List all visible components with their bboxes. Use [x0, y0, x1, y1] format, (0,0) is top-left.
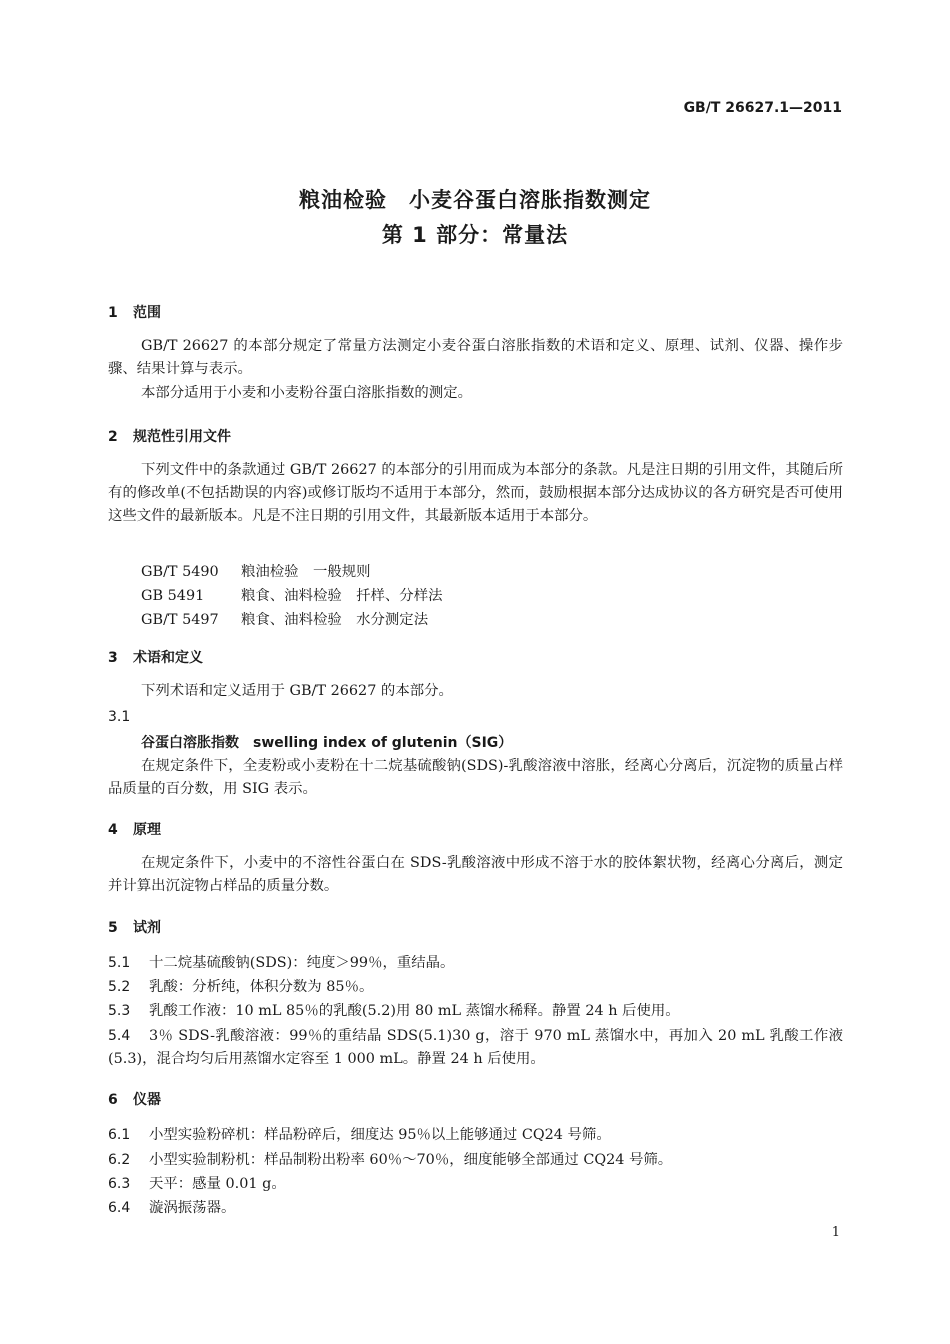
item-number: 6.4	[108, 1200, 131, 1216]
item-text: 小型实验粉碎机：样品粉碎后，细度达 95％以上能够通过 CQ24 号筛。	[149, 1127, 611, 1143]
list-item	[108, 1025, 843, 1071]
section-heading-3	[108, 647, 203, 667]
section-title: 术语和定义	[133, 650, 203, 666]
list-item	[108, 976, 843, 999]
item-number: 5.4	[108, 1028, 131, 1044]
item-number: 6.1	[108, 1127, 131, 1143]
section-heading-2	[108, 426, 231, 446]
section-heading-6	[108, 1089, 161, 1109]
term-entry	[141, 732, 512, 752]
reference-item	[141, 608, 428, 629]
document-title: 粮油检验 小麦谷蛋白溶胀指数测定	[299, 188, 651, 212]
section-heading-5	[108, 917, 161, 937]
section-heading-4	[108, 819, 161, 839]
list-item	[108, 1197, 843, 1220]
term-number: 3.1	[108, 709, 131, 725]
standard-number: GB/T 26627.1—2011	[683, 100, 842, 116]
reference-code: GB 5491	[141, 588, 205, 604]
section-title: 仪器	[133, 1092, 161, 1108]
paragraph: 本部分适用于小麦和小麦粉谷蛋白溶胀指数的测定。	[141, 385, 472, 401]
item-number: 5.3	[108, 1003, 131, 1019]
list-item	[108, 1124, 843, 1147]
section-number: 3	[108, 650, 118, 666]
item-text: 3％ SDS-乳酸溶液：99％的重结晶 SDS(5.1)30 g，溶于 970 mL 蒸馏水中，再加入 20 mL 乳酸工作液(5.3)，混合均匀后用蒸馏水定容至 1 000 mL。静置 24 h 后使用。	[108, 1028, 843, 1067]
reference-item	[141, 584, 442, 605]
item-number: 6.2	[108, 1152, 131, 1168]
paragraph: 在规定条件下，小麦中的不溶性谷蛋白在 SDS-乳酸溶液中形成不溶于水的胶体絮状物，经离心分离后，测定并计算出沉淀物占样品的质量分数。	[108, 855, 843, 894]
section-number: 2	[108, 429, 118, 445]
page-number: 1	[831, 1225, 840, 1240]
item-text: 小型实验制粉机：样品制粉出粉率 60％～70％，细度能够全部通过 CQ24 号筛。	[149, 1152, 673, 1168]
section-heading-1	[108, 302, 161, 322]
item-text: 十二烷基硫酸钠(SDS)：纯度＞99％，重结晶。	[149, 955, 455, 971]
term-english: swelling index of glutenin（SIG）	[253, 735, 513, 751]
reference-name: 粮食、油料检验 扦样、分样法	[241, 588, 443, 604]
section-number: 1	[108, 305, 118, 321]
term-definition: 在规定条件下，全麦粉或小麦粉在十二烷基硫酸钠(SDS)-乳酸溶液中溶胀，经离心分离后，沉淀物的质量占样品质量的百分数，用 SIG 表示。	[108, 758, 843, 797]
list-item	[108, 1000, 843, 1023]
section-title: 试剂	[133, 920, 161, 936]
item-number: 6.3	[108, 1176, 131, 1192]
list-item	[108, 1173, 843, 1196]
paragraph: 下列文件中的条款通过 GB/T 26627 的本部分的引用而成为本部分的条款。凡是注日期的引用文件，其随后所有的修改单(不包括勘误的内容)或修订版均不适用于本部分，然而，鼓励根据本部分达成协议的各方研究是否可使用这些文件的最新版本。凡是不注日期的引用文件，其最新版本适用于本部分。	[108, 462, 843, 524]
reference-name: 粮油检验 一般规则	[241, 564, 371, 580]
list-item	[108, 952, 843, 975]
reference-name: 粮食、油料检验 水分测定法	[241, 612, 429, 628]
section-title: 范围	[133, 305, 161, 321]
document-subtitle: 第 1 部分：常量法	[381, 223, 569, 247]
section-number: 6	[108, 1092, 118, 1108]
term-chinese: 谷蛋白溶胀指数	[141, 735, 239, 751]
item-number: 5.1	[108, 955, 131, 971]
paragraph: GB/T 26627 的本部分规定了常量方法测定小麦谷蛋白溶胀指数的术语和定义、原理、试剂、仪器、操作步骤、结果计算与表示。	[108, 338, 843, 377]
reference-item	[141, 560, 371, 581]
item-text: 乳酸：分析纯，体积分数为 85％。	[149, 979, 374, 995]
paragraph: 下列术语和定义适用于 GB/T 26627 的本部分。	[141, 683, 453, 699]
list-item	[108, 1149, 843, 1172]
section-number: 5	[108, 920, 118, 936]
item-text: 乳酸工作液：10 mL 85％的乳酸(5.2)用 80 mL 蒸馏水稀释。静置 24 h 后使用。	[149, 1003, 680, 1019]
item-number: 5.2	[108, 979, 131, 995]
item-text: 漩涡振荡器。	[149, 1200, 236, 1216]
section-title: 原理	[133, 822, 161, 838]
reference-code: GB/T 5497	[141, 612, 219, 628]
item-text: 天平：感量 0.01 g。	[149, 1176, 286, 1192]
reference-code: GB/T 5490	[141, 564, 219, 580]
section-number: 4	[108, 822, 118, 838]
section-title: 规范性引用文件	[133, 429, 231, 445]
